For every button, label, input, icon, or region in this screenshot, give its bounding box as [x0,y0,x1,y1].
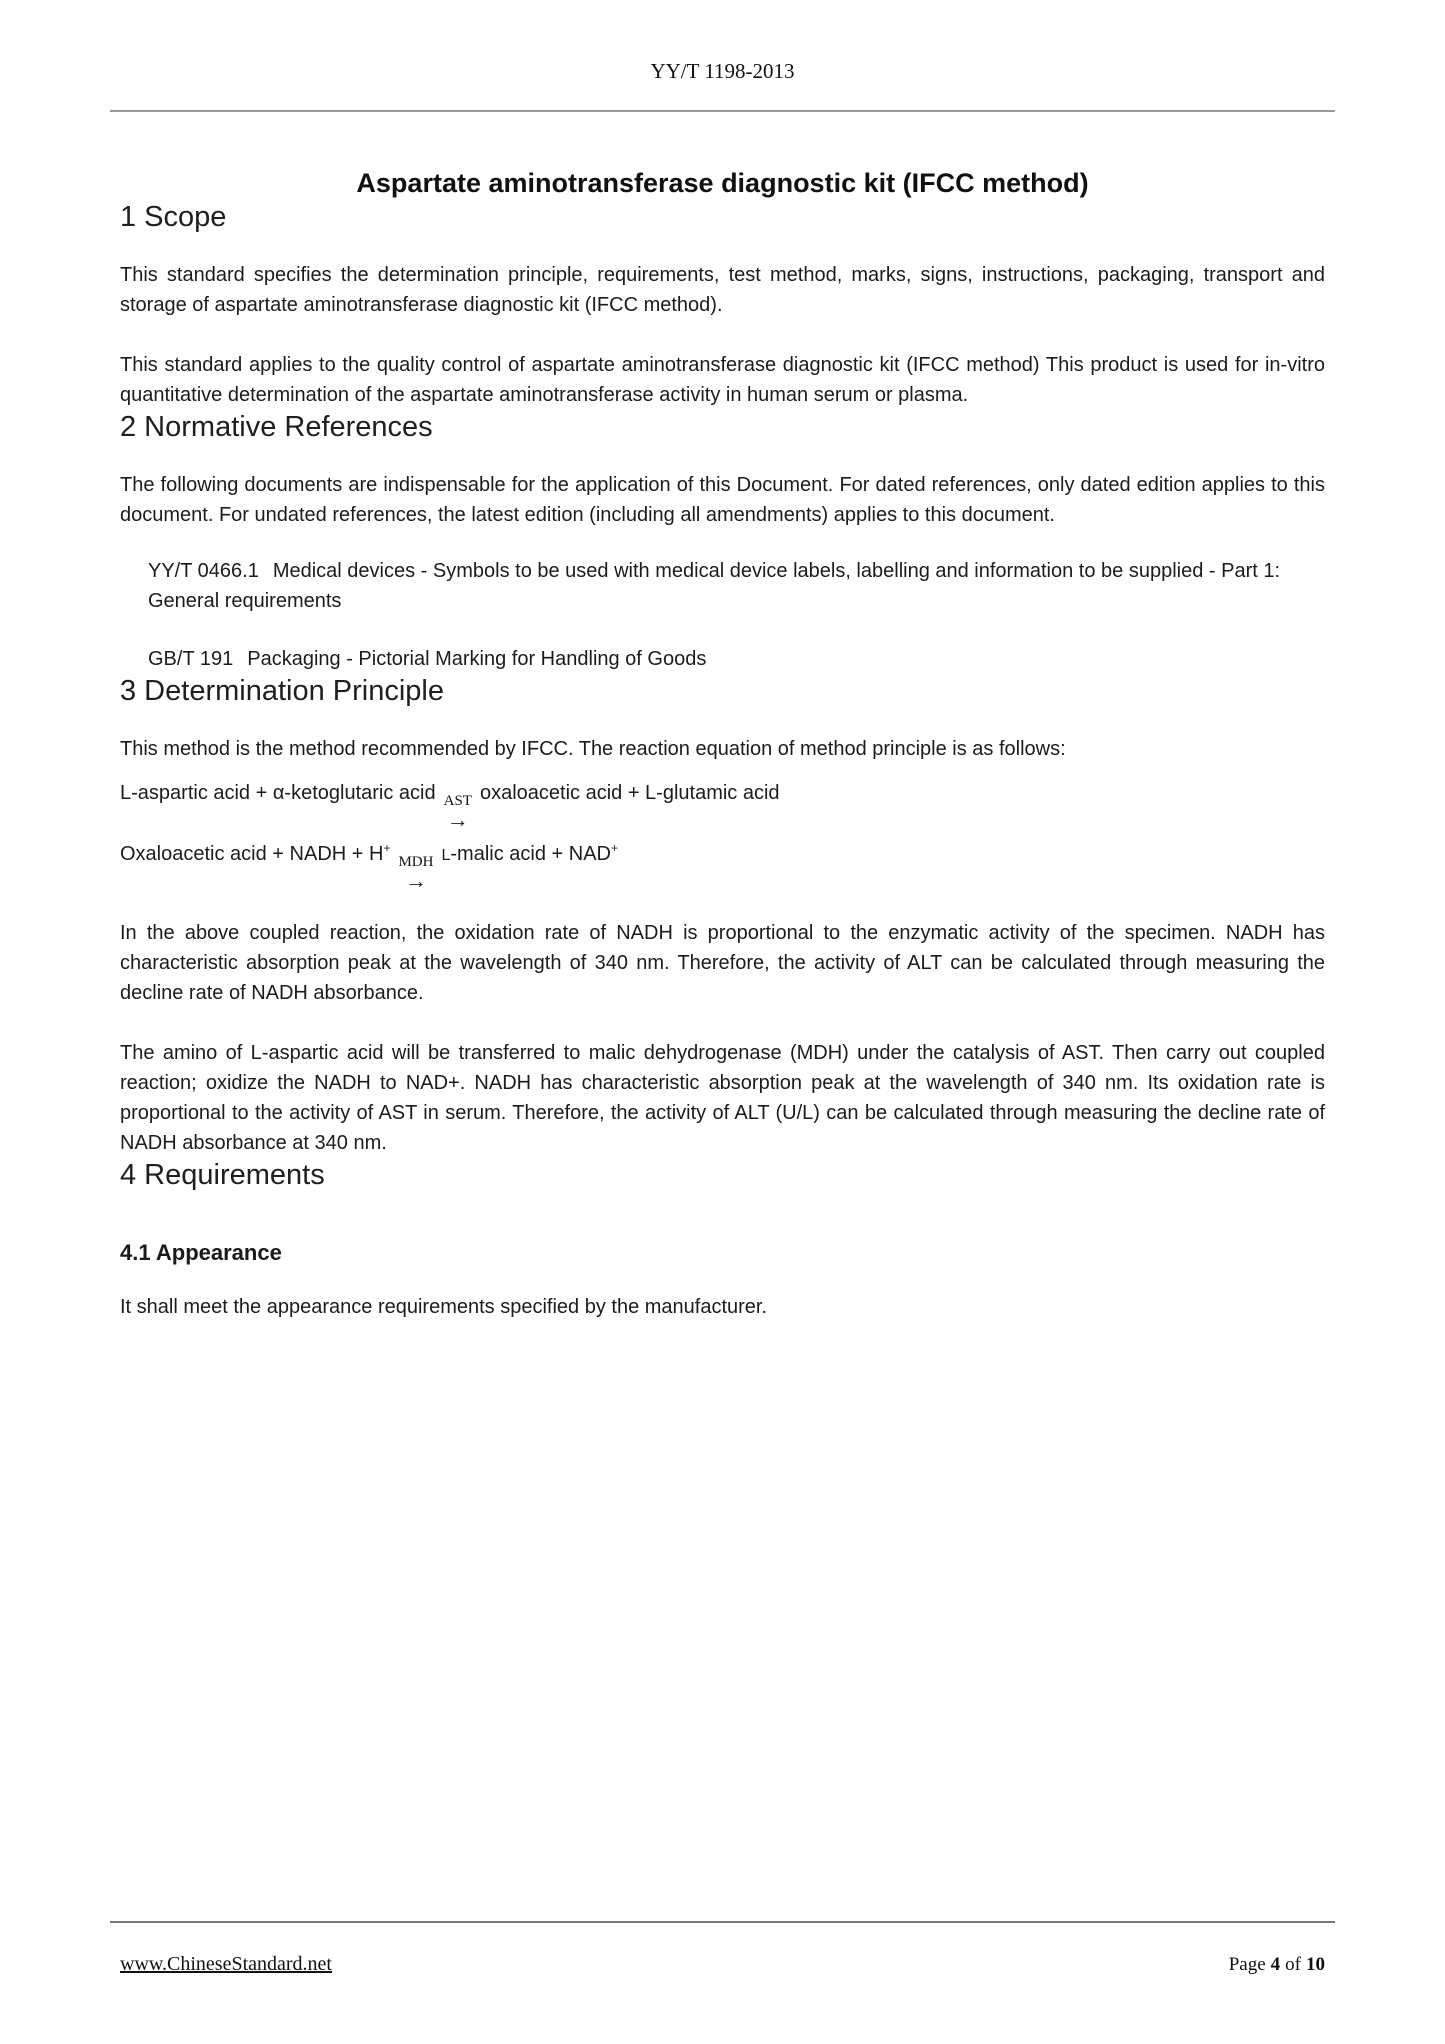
equation-left-side: Oxaloacetic acid + NADH + H [120,843,384,865]
section-heading-normative-references: 2 Normative References [120,411,433,443]
scope-paragraph-2: This standard applies to the quality control of aspartate aminotransferase diagnostic kit (IFCC method) This product is used for in-vitro quantitative determination of the aspartate aminotransferase activity in human serum or plasma. [120,354,1325,406]
page-footer [110,1921,1335,1976]
superscript-plus: + [383,841,391,855]
reference-code: GB/T 191 [148,648,234,670]
determination-principle-paragraph-1: In the above coupled reaction, the oxidation rate of NADH is proportional to the enzymatic activity of the specimen. NADH has characteristic absorption peak at the wavelength of 340 nm. Therefore, the activity of ALT can be calculated through measuring the decline rate of NADH absorbance. [120,922,1325,1004]
page-of-label: of [1285,1954,1301,1975]
reaction-arrow [398,854,433,892]
page-indicator [1229,1954,1325,1976]
reaction-arrow [444,793,472,831]
determination-principle-paragraph-2: The amino of L-aspartic acid will be transferred to malic dehydrogenase (MDH) under the catalysis of AST. Then carry out coupled reaction; oxidize the NADH to NAD+. NADH has characteristic absorption peak at the wavelength of 340 nm. Its oxidation rate is proportional to the activity of AST in serum. Therefore, the activity of ALT (U/L) can be calculated through measuring the decline rate of NADH absorbance at 340 nm. [120,1042,1325,1154]
standard-number: YY/T 1198-2013 [650,59,795,83]
reference-item-gbt-191 [120,644,1325,674]
equation-right-side: -malic acid + NAD [450,843,611,865]
equation-left-side: L-aspartic acid + α-ketoglutaric acid [120,782,436,804]
smallcap-l: L [441,847,451,864]
section-heading-scope: 1 Scope [120,201,227,233]
arrow-icon: → [404,868,427,893]
section-heading-determination-principle: 3 Determination Principle [120,675,444,707]
normative-references-intro: The following documents are indispensable for the application of this Document. For dated references, only dated edition applies to this document. For undated references, the latest edition (including all amendments) applies to this document. [120,474,1325,526]
arrow-icon: → [446,807,469,832]
header-divider [110,110,1335,112]
document-title: Aspartate aminotransferase diagnostic kit (IFCC method) [356,168,1089,198]
reference-item-yyt-0466 [120,556,1325,616]
section-heading-requirements: 4 Requirements [120,1159,325,1191]
equation-right-side: oxaloacetic acid + L-glutamic acid [479,782,780,804]
appearance-requirement-text: It shall meet the appearance requirements specified by the manufacturer. [120,1296,768,1318]
enzyme-label: MDH [398,854,434,870]
reaction-equation-1 [120,778,1325,831]
reference-title: Medical devices - Symbols to be used with medical device labels, labelling and information to be supplied - Part 1: General requirements [148,560,1281,612]
reference-title: Packaging - Pictorial Marking for Handling of Goods [247,648,707,670]
website-link[interactable]: www.ChineseStandard.net [120,1953,332,1975]
superscript-plus: + [610,841,618,855]
page-label: Page [1228,1954,1266,1975]
page-total: 10 [1306,1954,1325,1975]
scope-paragraph-1: This standard specifies the determination principle, requirements, test method, marks, signs, instructions, packaging, transport and storage of aspartate aminotransferase diagnostic kit (IFCC method). [120,264,1325,316]
reaction-equation-2 [120,839,1325,892]
enzyme-label: AST [443,793,472,809]
reference-code: YY/T 0466.1 [148,560,259,582]
page-current: 4 [1270,1954,1281,1975]
subsection-heading-appearance: 4.1 Appearance [120,1240,282,1265]
determination-principle-intro: This method is the method recommended by IFCC. The reaction equation of method principle is as follows: [120,738,1066,760]
